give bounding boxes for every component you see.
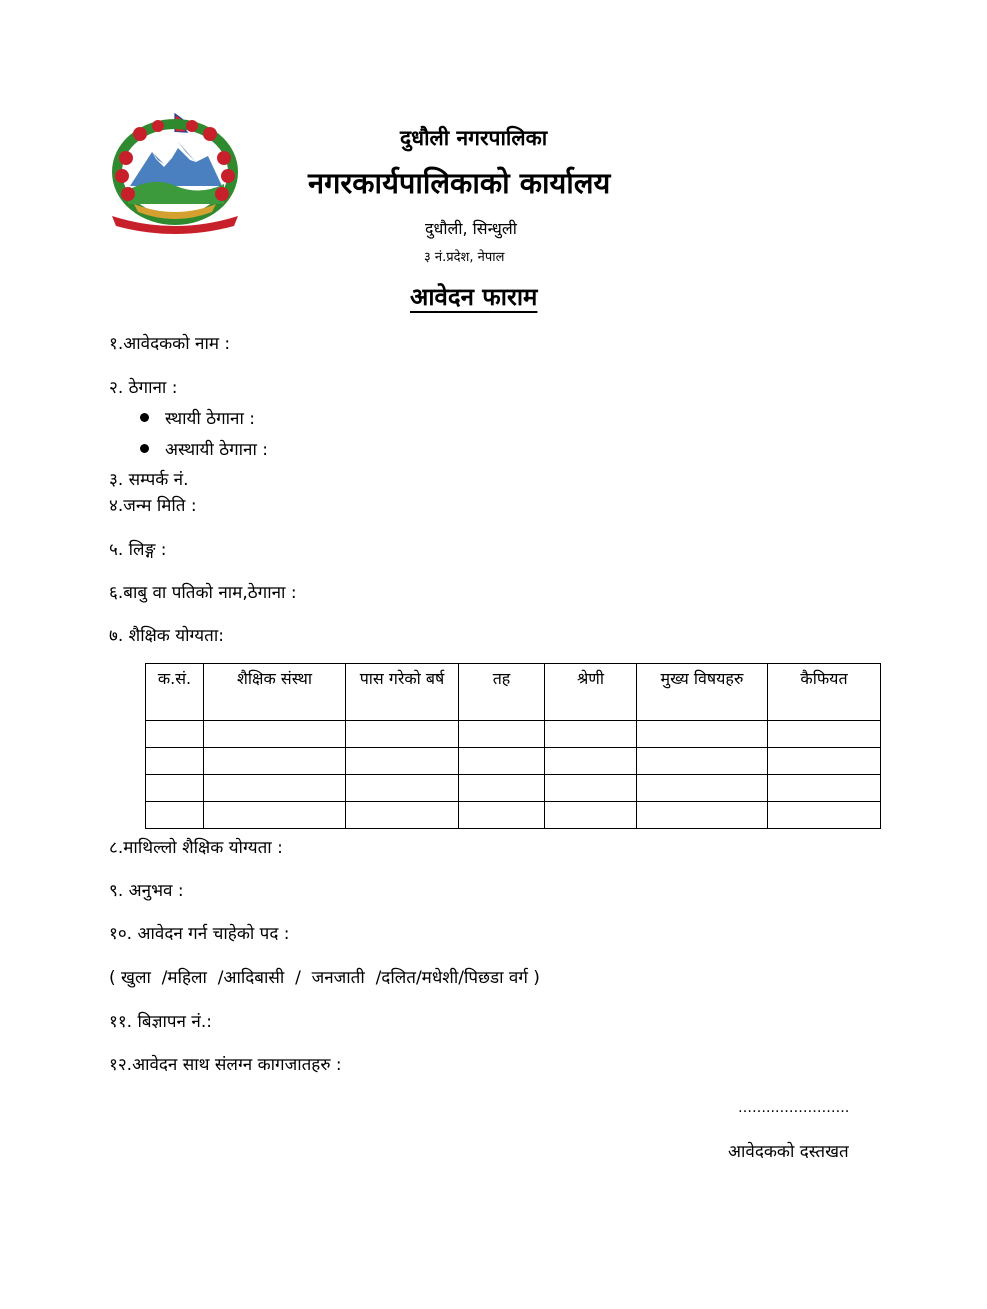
province-line: ३ नं.प्रदेश, नेपाल: [424, 250, 505, 265]
field-contact: ३. सम्पर्क नं.: [109, 470, 189, 490]
field-higher-education: ८.माथिल्लो शैक्षिक योग्यता :: [109, 838, 283, 858]
table-cell[interactable]: [346, 802, 459, 829]
municipality-name: दुधौली नगरपालिका: [400, 126, 548, 150]
table-cell[interactable]: [637, 802, 768, 829]
table-cell[interactable]: [204, 748, 346, 775]
col-subjects: मुख्य विषयहरु: [637, 664, 768, 721]
table-row: [146, 748, 881, 775]
nepal-coat-of-arms: [104, 112, 246, 234]
table-cell[interactable]: [637, 721, 768, 748]
field-dob: ४.जन्म मिति :: [109, 496, 197, 516]
table-cell[interactable]: [459, 802, 545, 829]
field-applicant-name: १.आवेदकको नाम :: [109, 334, 231, 354]
table-cell[interactable]: [768, 748, 881, 775]
field-parent: ६.बाबु वा पतिको नाम,ठेगाना :: [109, 583, 297, 603]
field-education: ७. शैक्षिक योग्यता:: [109, 626, 224, 646]
permanent-address-label: स्थायी ठेगाना :: [165, 409, 256, 429]
table-cell[interactable]: [545, 721, 637, 748]
signature-line: ……..…………….: [738, 1100, 850, 1116]
table-cell[interactable]: [346, 721, 459, 748]
table-row: [146, 802, 881, 829]
table-header-row: [146, 664, 881, 721]
field-address: २. ठेगाना :: [109, 378, 178, 398]
col-level: तह: [459, 664, 545, 721]
office-name: नगरकार्यपालिकाको कार्यालय: [308, 166, 611, 200]
signature-label: आवेदकको दस्तखत: [728, 1142, 849, 1162]
col-pass-year: पास गरेको बर्ष: [346, 664, 459, 721]
table-row: [146, 775, 881, 802]
table-cell[interactable]: [204, 802, 346, 829]
col-remarks: कैफियत: [768, 664, 881, 721]
field-temporary-address: [140, 437, 268, 460]
education-table: [145, 663, 881, 829]
table-cell[interactable]: [459, 748, 545, 775]
form-title: आवेदन फाराम: [410, 283, 538, 311]
table-cell[interactable]: [768, 775, 881, 802]
temporary-address-label: अस्थायी ठेगाना :: [165, 440, 269, 460]
field-experience: ९. अनुभव :: [109, 881, 184, 901]
table-cell[interactable]: [545, 802, 637, 829]
bullet-icon: [140, 413, 149, 422]
field-post: १०. आवेदन गर्न चाहेको पद :: [109, 924, 290, 944]
col-division: श्रेणी: [545, 664, 637, 721]
field-gender: ५. लिङ्ग :: [109, 540, 167, 560]
table-cell[interactable]: [346, 748, 459, 775]
table-cell[interactable]: [545, 748, 637, 775]
table-cell[interactable]: [637, 748, 768, 775]
table-cell[interactable]: [545, 775, 637, 802]
col-institution: शैक्षिक संस्था: [204, 664, 346, 721]
table-row: [146, 721, 881, 748]
table-cell[interactable]: [204, 721, 346, 748]
table-cell[interactable]: [146, 721, 204, 748]
table-cell[interactable]: [768, 802, 881, 829]
table-cell[interactable]: [146, 748, 204, 775]
table-cell[interactable]: [146, 775, 204, 802]
field-attachments: १२.आवेदन साथ संलग्न कागजातहरु :: [109, 1055, 342, 1075]
field-advert-no: ११. बिज्ञापन नं.:: [109, 1012, 212, 1032]
table-cell[interactable]: [146, 802, 204, 829]
field-category: ( खुला /महिला /आदिबासी / जनजाती /दलित/मधेशी/पिछडा वर्ग ): [109, 968, 540, 988]
office-address: दुधौली, सिन्धुली: [425, 219, 517, 238]
col-serial: क.सं.: [146, 664, 204, 721]
field-permanent-address: [140, 406, 255, 429]
table-cell[interactable]: [459, 721, 545, 748]
table-cell[interactable]: [346, 775, 459, 802]
table-cell[interactable]: [459, 775, 545, 802]
table-cell[interactable]: [768, 721, 881, 748]
bullet-icon: [140, 444, 149, 453]
table-cell[interactable]: [204, 775, 346, 802]
table-cell[interactable]: [637, 775, 768, 802]
